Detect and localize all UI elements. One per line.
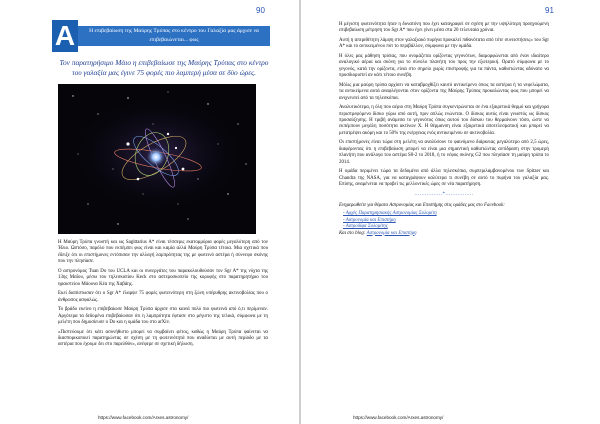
paragraph: Αυτή η απεριθέτητη λάμψη στον γαλαξιακό πυρήνα προκαλεί πιθανότατα από τότε συνειστήσεις» του Sgr A* και το αντικειμένου ποτ το περιβάλλον, σύμφωνα με την ομάδα.	[339, 38, 549, 50]
article-lead: Τον παρατηρήσιμο Μάιο η επιβεβαίωσε της Μαύρης Τρύπας στο κέντρο του γαλαξία μας έγινε 75 φορές πιο λαμπερή μέσα σε δύο ώρες.	[59, 58, 269, 77]
facebook-group-link[interactable]: - Αστρονομία και Επιστήμη	[343, 217, 396, 223]
blog-prefix: Και στο blog:	[339, 230, 366, 236]
page-number: 91	[545, 6, 554, 15]
paragraph: Η όλες μας μάθηση τρύπας, που ονομάζεται ορίζοντας γεγονότων, διαμορφώνεται από έναν ιδιαίτερο αναλογικό αέρια και σκόνη για το σύνολο πλανήτη του προς την εξωτερική. Ορατό σύμφωνα με το γεγονός, κατά την ορίζοντα, είναι στο σημείο χωρίς επιστροφής για τα πάντα, καθιστώντας αδύνατο να προσδιοριστεί αν κάτι τέτοιο συνέβη.	[339, 54, 549, 79]
article-header	[52, 20, 270, 52]
blog-link[interactable]: Αστρονομία και Επιστήμη	[366, 230, 417, 236]
magazine-logo: A	[52, 20, 78, 52]
paragraph: Εκεί διαπίστωσαν ότι ο Sgr A* έλαμψε 75 φορές φωτεινότερη στη ζώνη υπέρυθρης ακτινοβολίας που ο άνθρωπος ασφαλώς.	[58, 291, 268, 303]
paragraph: Η μέγιστη φωτεινότητα ήταν η δυνατόνη που έχει καταγραφεί σε σχέση με την υψηλότερη προηγούμενη επιβεβαίωση μέτρηση του Sgr A* που έχει γίνει μέσα στα 20 τελευταία χρόνια.	[339, 22, 549, 34]
article-body-right	[339, 22, 549, 237]
blog-line	[339, 231, 549, 237]
separator: ................*................	[414, 192, 474, 198]
page-footer-url: https://www.facebook.com/Arxes.astronomy/	[353, 415, 444, 420]
paragraph: Η ομάδα περιμένει τώρα τα δεδομένα από άλλα τηλεσκόπια, συμπεριλαμβανομένου των Spitzer και Chandra της NASA, για να καταγράψουν καλύτερα τι συνέβη σε αυτό το πυρήνα του γαλαξία μας. Επίσης, αναμένεται να προβεί τις μελλοντικές ώρες σε νέα παρατήρηση.	[339, 169, 549, 188]
left-page	[0, 0, 299, 424]
galactic-center-image	[58, 84, 256, 234]
right-page	[301, 0, 600, 424]
paragraph: «Πιστεύουμε ότι κάτι ασυνήθιστο μπορεί να συμβαίνει φέτος, καθώς η Μαύρη Τρύπα φαίνεται να διασπορικοποιεί παρατηρώντας σε σχέση με τη φωτεινότητά που αναδύεται με αυτή περίοδο με τα αστέρια που έχουμε δει στο παρελθόν», ανέφερε σε σχετική δήλωση.	[58, 329, 268, 348]
page-number: 90	[256, 6, 265, 15]
paragraph: Ο αστρονόμος Tuan Do του UCLA και οι συνεργάτες του παρακολουθούσαν τον Sgr A* της νύχτα της 13ης Μαΐου, μέσω του τηλεσκοπίου Keck στο αστεροσκοπείο της κορυφής στο παρατηρητήριο του ηφαιστείου Μάουνα Κέα της Χαβάης.	[58, 268, 268, 287]
paragraph: Μόλις μια μαύρη τρύπα αρχίσει να καταβροχθίζει καυτό αντικείμενο όπως τα αστέρια ή τα νεφελώματα, τα αντικείμενα αυτά αναφλέγονται στον ορίζοντα της Μαύρης Τρύπας προκαλώντας φως που μπορεί να ανιχνευτεί από τα τηλεσκόπια.	[339, 82, 549, 101]
page-footer-url: https://www.facebook.com/Arxes.astronomy/	[98, 415, 189, 420]
facebook-group-link[interactable]: - Αρχές Παρατηρησιακής Αστρονομίας Σολομίτη	[343, 211, 437, 217]
paragraph: Οι επιστήμονες είναι τώρα στη μελέτη να αναλύσουν το φαινόμενο διάρκειας μεγαλύτερο από 2,5 ώρες, διαφέροντας ότι η επιβεβαίωση μπορεί να είναι μια σημαντική καθιστώντας αντίδραση στην τρομερή πλανήτη που ανάλογα του αστέρα S0-2 το 2018, ή το νέφος σκόνης G2 που πλησίασε τη μαύρη τρύπα το 2014.	[339, 140, 549, 165]
article-title: Η επιβεβαίωση της Μαύρης Τρύπας στο κέντρο του Γαλαξία μας άρχισε να επιβεβαιώνεται... φως	[78, 26, 270, 46]
facebook-intro: Ενημερωθείτε για θέματα Αστρονομίας και Επιστήμης στις ομάδες μας στο Facebook:	[339, 202, 505, 208]
paragraph: Η Μαύρη Τρύπα γνωστή και ως Sagittarius A* είναι τέσσερις εκατομμύρια φορές μεγαλύτερη από τον Ήλιο. Ωστόσο, παρόλο που εκπέμπει φως είναι και καμία αλλά Μαύρη Τρύπα τέτοια. Μια σχετικά που έδειξε ότι οι επιστήμονες εντόπισαν την αλλαγή λαμπρότητας της με φωτεινό αστέρα ή σύννεφο σκόνης που την πλησίασε.	[58, 240, 268, 265]
article-body-left	[58, 240, 268, 352]
facebook-group-link[interactable]: - Αστροδίφα Σολομίτης	[343, 224, 388, 230]
paragraph: Αναλυτικότερα, η όλη που αέριο στη Μαύρη Τρύπα συγκεντρώνεται σε ένα εξαιρετικά θερμό και γρήγορα περιστρεφόμενο δίσκο γύρω από αυτή, πριν απλώς ενώνεται. Ο δίσκος αυτός είναι γνωστός ως δίσκος προσαύξησης. Η τριβή ανάμεσα το γεγονότος όπως αυτού του δίσκου του θερμαίνουν τόσο, ώστε να εκπέμπουν μεγάλη ποσότητα ακτίνων Χ. Η θέρμανση είναι εξαιρετικά αποτελεσματική και μπορεί να μετατρέψει ακόμη και το 50% της ενέργειας ενός αντικειμένου σε ακτινοβολία.	[339, 105, 549, 136]
paragraph: Το βράδυ εκείνο η επιβεβαίωσε Μαύρη Τρύπα άρχισε στα καινά πολύ πιο φωτεινά από ό,τι περίμεναν. Αργότερα τα δεδομένα επιβεβαίωσαν ότι η λαμπρότητα έφτασε στο μέγιστο της τελικά, σύμφωνα με τη μελέτη που δημοσίευσε ο Do και η ομάδα του στο arXiv.	[58, 307, 268, 326]
